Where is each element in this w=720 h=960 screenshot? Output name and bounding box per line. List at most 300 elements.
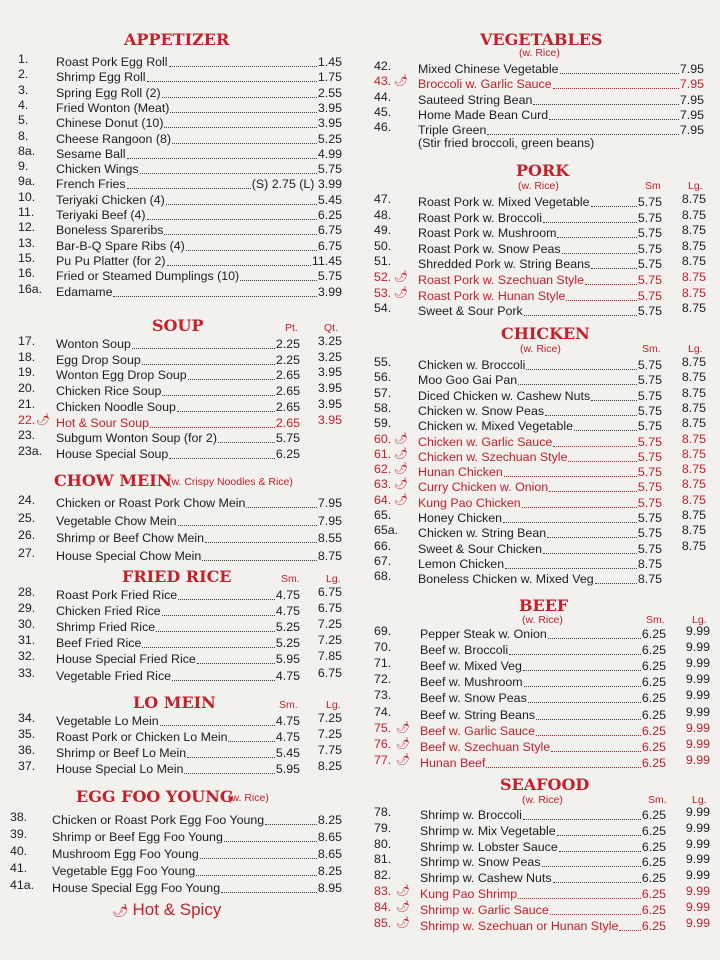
item-price: 6.25 [641, 871, 666, 886]
item-price-large: 8.75 [681, 538, 706, 553]
item-price-large: 3.95 [317, 412, 342, 427]
dot-leader [196, 861, 317, 876]
soup-title: SOUP [152, 316, 204, 335]
menu-item [360, 370, 720, 388]
item-price: 2.55 [317, 85, 342, 100]
lomein-col-lg: Lg. [326, 699, 341, 711]
seafood-title: SEAFOOD [500, 775, 590, 794]
dot-leader [595, 569, 637, 584]
dot-leader [524, 301, 637, 316]
item-price: 7.95 [679, 62, 704, 76]
item-line [420, 916, 666, 934]
item-number: 3. [18, 82, 29, 97]
item-name: Beef w. Szechuan Style [420, 739, 551, 754]
item-number: 57. [374, 385, 392, 400]
beef-col-lg: Lg. [692, 614, 707, 626]
menu-item [360, 884, 720, 899]
dot-leader [169, 52, 317, 67]
item-price: 4.75 [275, 668, 300, 683]
dot-leader [188, 365, 275, 380]
item-name: Roast Pork w. Broccoli [418, 210, 542, 225]
dot-leader [224, 827, 317, 842]
chicken-col-lg: Lg. [688, 343, 703, 355]
menu-item [0, 52, 360, 67]
menu-item [0, 827, 360, 845]
item-number: 64. [374, 492, 392, 507]
menu-item [0, 144, 360, 159]
item-name: Wonton Soup [56, 337, 131, 351]
item-line [56, 511, 342, 529]
beef-col-sm: Sm. [646, 614, 665, 626]
item-name: French Fries [56, 177, 126, 192]
dot-leader [178, 585, 275, 600]
dot-leader [536, 721, 641, 736]
item-line [56, 282, 342, 300]
item-price: 6.25 [641, 839, 666, 854]
dot-leader [568, 447, 636, 462]
item-name: Cheese Rangoon (8) [56, 131, 172, 146]
menu-item [360, 477, 720, 495]
item-price: 7.95 [679, 107, 704, 122]
item-number: 28. [18, 585, 36, 599]
item-price: 5.45 [317, 192, 342, 207]
item-number: 76. [374, 736, 392, 751]
menu-item [360, 837, 720, 852]
item-number: 37. [18, 759, 36, 774]
item-name: Beef w. Broccoli [420, 643, 509, 658]
item-price: 5.45 [275, 746, 300, 761]
item-name: Roast Pork Fried Rice [56, 588, 178, 602]
item-price-large: 9.99 [685, 640, 710, 655]
item-number: 84. [374, 899, 392, 914]
item-name: Teriyaki Beef (4) [56, 208, 146, 222]
menu-item [0, 649, 360, 667]
hot-spicy-label: Hot & Spicy [132, 900, 222, 919]
menu-item [0, 67, 360, 85]
menu-item [0, 511, 360, 526]
item-price: 6.25 [641, 675, 666, 690]
dot-leader [202, 546, 317, 561]
dot-leader [147, 67, 317, 82]
item-number: 20. [18, 381, 36, 396]
item-price: 5.75 [317, 162, 342, 177]
item-price: 5.75 [637, 434, 662, 449]
item-price: 1.75 [317, 70, 342, 85]
dot-leader [557, 223, 636, 238]
item-price: 6.25 [641, 643, 666, 658]
item-number: 25. [18, 510, 36, 525]
item-price: 5.95 [275, 762, 300, 777]
item-number: 38. [10, 810, 28, 824]
menu-item [0, 743, 360, 761]
item-price: 6.25 [275, 446, 300, 461]
item-price: 8.75 [637, 572, 662, 587]
item-price: 5.75 [637, 288, 662, 303]
dot-leader [164, 113, 316, 128]
dot-leader [553, 74, 679, 89]
item-price: 5.75 [637, 388, 662, 403]
dot-leader [164, 220, 316, 235]
menu-item [360, 656, 720, 674]
item-name: Mushroom Egg Foo Young [52, 847, 199, 862]
menu-item [0, 397, 360, 412]
item-name: Hunan Chicken [418, 465, 503, 480]
item-name: Sauteed String Bean [418, 92, 533, 107]
chili-pepper-icon: 🌶︎ [396, 916, 410, 929]
menu-item [360, 900, 720, 915]
dot-leader [551, 737, 641, 752]
item-line [52, 810, 342, 828]
item-price-large: 6.75 [317, 601, 342, 616]
dot-leader [550, 900, 641, 915]
pork-subtitle: (w. Rice) [518, 180, 559, 192]
menu-item [0, 381, 360, 399]
item-number: 9. [18, 159, 29, 174]
item-line [56, 759, 300, 777]
item-number: 5. [18, 113, 29, 128]
dot-leader [127, 144, 317, 159]
dot-leader [172, 129, 317, 144]
dot-leader [166, 190, 317, 205]
item-price-large: 8.75 [681, 385, 706, 400]
item-number: 40. [10, 844, 28, 859]
item-price: 6.25 [641, 659, 666, 674]
dot-leader [560, 59, 679, 74]
item-name: Chicken or Roast Pork Egg Foo Young [52, 813, 265, 827]
item-price: 8.25 [317, 813, 342, 827]
seafood-col-lg: Lg. [692, 794, 707, 806]
menu-item [360, 355, 720, 370]
item-number: 66. [374, 538, 392, 553]
item-price: 5.95 [275, 652, 300, 667]
item-name: House Special Egg Foo Young [52, 881, 221, 896]
eggfooyoung-title: EGG FOO YOUNG [76, 787, 234, 806]
item-name: Home Made Bean Curd [418, 107, 549, 122]
item-number: 34. [18, 711, 36, 725]
item-price-large: 9.99 [685, 915, 710, 930]
menu-item [0, 585, 360, 600]
item-number: 36. [18, 743, 36, 758]
dot-leader [543, 539, 637, 554]
dot-leader [265, 810, 317, 825]
dot-leader [559, 837, 641, 852]
item-price: 8.25 [317, 864, 342, 879]
item-name: Shrimp or Beef Lo Mein [56, 746, 187, 761]
item-price: 7.95 [679, 77, 704, 92]
menu-item [0, 428, 360, 446]
item-price-large: 9.99 [685, 852, 710, 867]
item-number: 42. [374, 59, 392, 73]
item-price: 5.75 [275, 431, 300, 446]
menu-item [360, 852, 720, 870]
menu-item [0, 633, 360, 651]
item-price: 5.75 [637, 210, 662, 225]
soup-col-pt: Pt. [285, 322, 298, 334]
item-name: Bar-B-Q Spare Ribs (4) [56, 238, 185, 253]
menu-item [0, 759, 360, 777]
item-price: 11.45 [311, 253, 342, 268]
item-number: 44. [374, 89, 392, 104]
item-name: Spring Egg Roll (2) [56, 85, 161, 100]
dot-leader [503, 508, 637, 523]
appetizer-title: APPETIZER [124, 30, 230, 49]
menu-item [0, 98, 360, 113]
item-name: Shrimp w. Szechuan or Hunan Style [420, 918, 619, 933]
item-number: 16a. [18, 281, 43, 296]
item-number: 63. [374, 477, 392, 492]
item-price: 5.25 [317, 131, 342, 146]
item-price-large: 8.75 [681, 355, 706, 369]
item-price-large: 9.99 [685, 836, 710, 851]
dot-leader [549, 105, 679, 120]
item-price: 5.75 [637, 273, 662, 287]
item-price-large: 9.99 [685, 672, 710, 687]
item-price-large: 8.75 [681, 416, 706, 431]
chili-pepper-icon: 🌶︎ [394, 447, 408, 460]
item-price: 7.95 [679, 92, 704, 107]
item-price: 6.25 [317, 208, 342, 222]
item-price: 7.95 [317, 496, 342, 510]
dot-leader [548, 624, 641, 639]
item-price-large: 8.75 [681, 492, 706, 507]
item-number: 32. [18, 649, 36, 664]
item-price-large: 9.99 [685, 688, 710, 703]
menu-item [0, 711, 360, 726]
dot-leader [553, 432, 637, 447]
item-name: Kung Pao Shrimp [420, 887, 518, 901]
menu-item [0, 844, 360, 862]
item-number: 1. [18, 52, 29, 66]
item-name: House Special Chow Mein [56, 549, 202, 564]
dot-leader [591, 254, 637, 269]
menu-item [360, 624, 720, 639]
item-number: 29. [18, 601, 36, 616]
item-price: 5.75 [637, 526, 662, 541]
item-price-large: 7.75 [317, 743, 342, 758]
dot-leader [523, 805, 641, 820]
item-number: 85. [374, 915, 392, 930]
menu-item [360, 401, 720, 416]
item-name: Shrimp w. Snow Peas [420, 855, 541, 870]
item-line [52, 827, 342, 845]
item-name: Shredded Pork w. String Beans [418, 257, 591, 272]
dot-leader [142, 350, 275, 365]
item-price: 5.75 [637, 241, 662, 256]
menu-item [360, 74, 720, 92]
dot-leader [160, 711, 275, 726]
menu-item [0, 159, 360, 177]
dot-leader [205, 528, 317, 543]
dot-leader [543, 208, 637, 223]
menu-item [360, 493, 720, 508]
item-name: Chicken Fried Rice [56, 604, 161, 619]
item-number: 19. [18, 365, 36, 380]
item-name: Chicken w. Broccoli [418, 358, 526, 372]
item-name: Roast Pork w. Mixed Vegetable [418, 195, 590, 209]
item-number: 55. [374, 355, 392, 369]
item-number: 51. [374, 254, 392, 269]
chili-pepper-icon: 🌶︎ [394, 493, 408, 506]
item-name: Vegetable Chow Mein [56, 513, 177, 528]
menu-item [360, 301, 720, 319]
item-number: 45. [374, 104, 392, 119]
item-price-large: 8.75 [681, 508, 706, 522]
dot-leader [221, 878, 317, 893]
item-price-large: 8.75 [681, 238, 706, 253]
menu-item [360, 554, 720, 569]
item-name: Roast Pork or Chicken Lo Mein [56, 730, 228, 745]
item-number: 58. [374, 400, 392, 415]
beef-title: BEEF [519, 596, 569, 615]
menu-item [0, 861, 360, 879]
menu-item [360, 270, 720, 285]
item-name: Chicken or Roast Pork Chow Mein [56, 496, 246, 510]
menu-item [360, 753, 720, 768]
item-line [418, 120, 704, 138]
dot-leader [140, 159, 317, 174]
chili-pepper-icon: 🌶︎ [396, 753, 410, 766]
item-price-large: 8.75 [681, 285, 706, 300]
dot-leader [486, 753, 640, 768]
chili-pepper-icon: 🌶︎ [394, 432, 408, 445]
item-number: 52. [374, 270, 392, 284]
item-number: 69. [374, 624, 392, 638]
item-price: 3.95 [317, 116, 342, 131]
item-number: 79. [374, 820, 392, 835]
item-number: 13. [18, 235, 36, 250]
menu-item [360, 721, 720, 736]
item-line [56, 444, 300, 462]
item-price-large: 8.75 [681, 431, 706, 446]
item-price: 7.95 [317, 513, 342, 528]
item-price-large: 3.25 [317, 334, 342, 348]
item-price: 5.75 [637, 419, 662, 434]
menu-item [0, 365, 360, 383]
item-price-large: 3.25 [317, 349, 342, 364]
menu-item [360, 737, 720, 752]
item-line [56, 493, 342, 511]
item-price: 2.65 [275, 399, 300, 414]
item-name: House Special Soup [56, 446, 169, 461]
item-price: 4.75 [275, 714, 300, 728]
menu-item [0, 493, 360, 508]
menu-item [0, 601, 360, 619]
menu-item [360, 821, 720, 836]
menu-item [0, 251, 360, 266]
item-number: 59. [374, 416, 392, 431]
chowmein-subtitle: (w. Crispy Noodles & Rice) [168, 476, 293, 488]
item-number: 4. [18, 97, 29, 112]
menu-item [0, 350, 360, 365]
item-price-large: 9.99 [685, 805, 710, 819]
chili-pepper-icon: 🌶︎ [394, 286, 408, 299]
item-price-large: 9.99 [685, 704, 710, 719]
item-price: 3.95 [317, 100, 342, 115]
item-price: 5.75 [637, 465, 662, 480]
item-number: 53. [374, 285, 392, 300]
item-number: 27. [18, 546, 36, 561]
item-number: 75. [374, 720, 392, 735]
item-price: 8.95 [317, 881, 342, 896]
item-price: 5.75 [637, 541, 662, 556]
item-name: Chicken Noodle Soup [56, 399, 176, 414]
pork-col-lg: Lg. [688, 180, 703, 192]
dot-leader [172, 666, 275, 681]
item-price: 5.75 [637, 358, 662, 372]
menu-item [360, 59, 720, 74]
item-name: Shrimp or Beef Egg Foo Young [52, 830, 223, 845]
item-price-large: 9.99 [685, 656, 710, 671]
seafood-col-sm: Sm. [648, 794, 667, 806]
menu-item [0, 727, 360, 745]
menu-item [360, 254, 720, 272]
dot-leader [619, 916, 641, 931]
item-name: Shrimp Fried Rice [56, 620, 156, 635]
item-price: 6.25 [641, 691, 666, 706]
item-price: 5.75 [637, 495, 662, 510]
item-name: Moo Goo Gai Pan [418, 373, 518, 388]
item-number: 9a. [18, 174, 36, 189]
dot-leader [228, 727, 274, 742]
item-price-large: 8.75 [681, 462, 706, 477]
item-number: 71. [374, 656, 392, 671]
hot-spicy-legend [112, 900, 221, 920]
item-name: Kung Pao Chicken [418, 495, 521, 510]
dot-leader [528, 688, 641, 703]
item-number: 56. [374, 370, 392, 385]
dot-leader [523, 656, 641, 671]
item-name: House Special Lo Mein [56, 762, 184, 777]
item-price: 8.75 [317, 549, 342, 564]
item-price-large: 3.95 [317, 381, 342, 396]
item-price-large: 8.75 [681, 192, 706, 206]
item-name: Beef w. Mixed Veg [420, 659, 522, 674]
dot-leader [218, 428, 275, 443]
item-number: 11. [18, 205, 35, 219]
item-number: 8. [18, 128, 29, 143]
item-price: 4.75 [275, 604, 300, 619]
item-price: 5.75 [637, 257, 662, 272]
item-price-large: 9.99 [685, 899, 710, 914]
item-line [56, 666, 300, 684]
item-price: 5.25 [275, 620, 300, 635]
item-price-large: 8.75 [681, 446, 706, 461]
item-name: Chicken w. Szechuan Style [418, 449, 568, 464]
item-name: Shrimp w. Mix Vegetable [420, 823, 556, 838]
item-price: 5.75 [637, 480, 662, 495]
menu-item [0, 282, 360, 297]
item-name: Sweet & Sour Pork [418, 304, 523, 319]
item-number: 10. [18, 189, 36, 204]
item-number: 15. [18, 250, 36, 265]
menu-item [0, 413, 360, 428]
dot-leader [113, 282, 316, 297]
item-number: 81. [374, 852, 392, 867]
dot-leader [246, 493, 317, 508]
menu-item [0, 220, 360, 238]
item-name: Beef Fried Rice [56, 636, 142, 651]
item-name: Teriyaki Chicken (4) [56, 192, 165, 207]
item-line [52, 861, 342, 879]
menu-item [360, 208, 720, 223]
dot-leader [127, 174, 251, 189]
dot-leader [545, 401, 637, 416]
menu-item [360, 916, 720, 931]
item-number: 77. [374, 752, 392, 767]
item-number: 21. [18, 396, 36, 411]
pork-title: PORK [516, 161, 570, 180]
item-price-large: 7.25 [317, 711, 342, 725]
